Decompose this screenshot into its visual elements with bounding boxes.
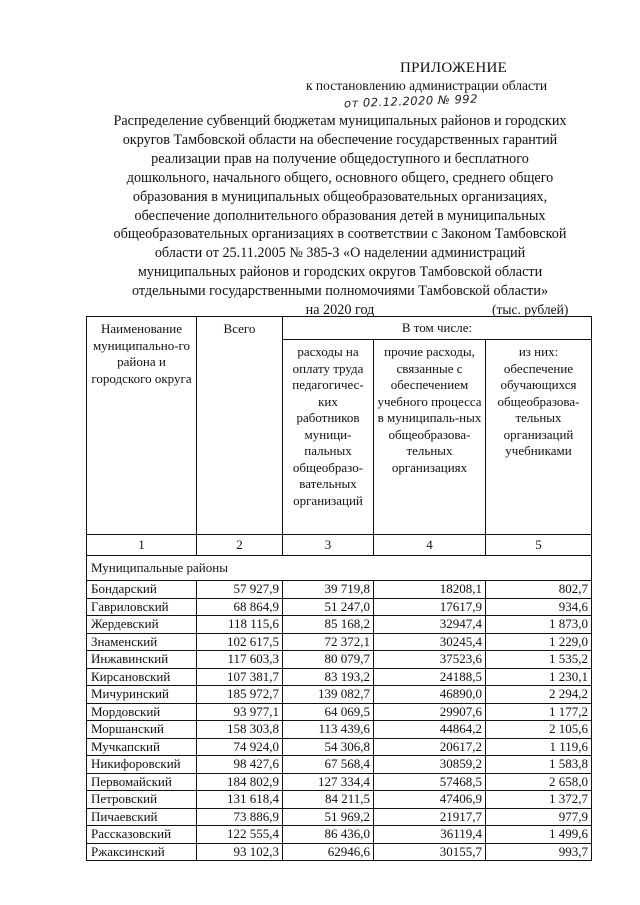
section-label: Муниципальные районы bbox=[87, 556, 592, 581]
district-name: Петровский bbox=[87, 791, 197, 809]
title-line: на 2020 год bbox=[305, 302, 375, 319]
table-row bbox=[87, 668, 592, 686]
salary-cell: 64 069,5 bbox=[283, 703, 374, 721]
table-row bbox=[87, 703, 592, 721]
textbooks-cell: 2 658,0 bbox=[486, 773, 592, 791]
textbooks-cell: 1 535,2 bbox=[486, 651, 592, 669]
other-expenses-cell: 32947,4 bbox=[374, 616, 486, 634]
salary-cell: 113 439,6 bbox=[283, 721, 374, 739]
table-row bbox=[87, 791, 592, 809]
header-total: Всего bbox=[197, 317, 283, 535]
district-name: Бондарский bbox=[87, 581, 197, 599]
textbooks-cell: 1 372,7 bbox=[486, 791, 592, 809]
salary-cell: 83 193,2 bbox=[283, 668, 374, 686]
subsidy-table bbox=[86, 316, 592, 861]
textbooks-cell: 1 119,6 bbox=[486, 738, 592, 756]
other-expenses-cell: 21917,7 bbox=[374, 808, 486, 826]
textbooks-cell: 977,9 bbox=[486, 808, 592, 826]
total-cell: 107 381,7 bbox=[197, 668, 283, 686]
other-expenses-cell: 37523,6 bbox=[374, 651, 486, 669]
other-expenses-cell: 44864,2 bbox=[374, 721, 486, 739]
other-expenses-cell: 18208,1 bbox=[374, 581, 486, 599]
column-number: 4 bbox=[374, 535, 486, 556]
salary-cell: 127 334,4 bbox=[283, 773, 374, 791]
table-row bbox=[87, 633, 592, 651]
title-line: реализации прав на получение общедоступного и бесплатного bbox=[151, 150, 529, 167]
column-number: 3 bbox=[283, 535, 374, 556]
textbooks-cell: 1 230,1 bbox=[486, 668, 592, 686]
total-cell: 117 603,3 bbox=[197, 651, 283, 669]
salary-cell: 51 247,0 bbox=[283, 598, 374, 616]
title-line: муниципальных районов и городских округов Тамбовской области bbox=[137, 264, 543, 281]
total-cell: 122 555,4 bbox=[197, 826, 283, 844]
district-name: Рассказовский bbox=[87, 826, 197, 844]
column-number: 1 bbox=[87, 535, 197, 556]
salary-cell: 85 168,2 bbox=[283, 616, 374, 634]
total-cell: 73 886,9 bbox=[197, 808, 283, 826]
total-cell: 57 927,9 bbox=[197, 581, 283, 599]
table-row bbox=[87, 843, 592, 861]
textbooks-cell: 1 873,0 bbox=[486, 616, 592, 634]
other-expenses-cell: 46890,0 bbox=[374, 686, 486, 704]
textbooks-cell: 1 229,0 bbox=[486, 633, 592, 651]
salary-cell: 62946,6 bbox=[283, 843, 374, 861]
header-salary: расходы на оплату труда педагогичес-ких работников муници-пальных общеобразо-вательных организаций bbox=[283, 340, 374, 535]
textbooks-cell: 934,6 bbox=[486, 598, 592, 616]
total-cell: 93 977,1 bbox=[197, 703, 283, 721]
district-name: Знаменский bbox=[87, 633, 197, 651]
header-including: В том числе: bbox=[283, 317, 592, 340]
total-cell: 184 802,9 bbox=[197, 773, 283, 791]
document-title bbox=[70, 112, 610, 320]
total-cell: 68 864,9 bbox=[197, 598, 283, 616]
total-cell: 118 115,6 bbox=[197, 616, 283, 634]
district-name: Мичуринский bbox=[87, 686, 197, 704]
salary-cell: 67 568,4 bbox=[283, 756, 374, 774]
other-expenses-cell: 30155,7 bbox=[374, 843, 486, 861]
district-name: Ржаксинский bbox=[87, 843, 197, 861]
header-textbooks: из них: обеспечение обучающихся общеобразова-тельных организаций учебниками bbox=[486, 340, 592, 535]
table-row bbox=[87, 651, 592, 669]
textbooks-cell: 2 105,6 bbox=[486, 721, 592, 739]
column-number: 5 bbox=[486, 535, 592, 556]
district-name: Мордовский bbox=[87, 703, 197, 721]
total-cell: 185 972,7 bbox=[197, 686, 283, 704]
textbooks-cell: 2 294,2 bbox=[486, 686, 592, 704]
title-line: округов Тамбовской области на обеспечение государственных гарантий bbox=[122, 131, 558, 148]
textbooks-cell: 1 583,8 bbox=[486, 756, 592, 774]
salary-cell: 72 372,1 bbox=[283, 633, 374, 651]
appendix-title: ПРИЛОЖЕНИЕ bbox=[400, 60, 508, 76]
title-line: дошкольного, начального общего, основного общего, среднего общего bbox=[126, 169, 554, 186]
total-cell: 158 303,8 bbox=[197, 721, 283, 739]
title-line: области от 25.11.2005 № 385-З «О наделении администраций bbox=[154, 245, 526, 262]
other-expenses-cell: 36119,4 bbox=[374, 826, 486, 844]
other-expenses-cell: 24188,5 bbox=[374, 668, 486, 686]
textbooks-cell: 1 499,6 bbox=[486, 826, 592, 844]
other-expenses-cell: 47406,9 bbox=[374, 791, 486, 809]
salary-cell: 80 079,7 bbox=[283, 651, 374, 669]
other-expenses-cell: 20617,2 bbox=[374, 738, 486, 756]
district-name: Инжавинский bbox=[87, 651, 197, 669]
title-line: обеспечение дополнительного образования детей в муниципальных bbox=[134, 207, 546, 224]
textbooks-cell: 1 177,2 bbox=[486, 703, 592, 721]
table-row bbox=[87, 808, 592, 826]
salary-cell: 86 436,0 bbox=[283, 826, 374, 844]
total-cell: 98 427,6 bbox=[197, 756, 283, 774]
header-name: Наименование муниципально-го района и городского округа bbox=[87, 317, 197, 535]
units-label: (тыс. рублей) bbox=[492, 302, 569, 317]
other-expenses-cell: 17617,9 bbox=[374, 598, 486, 616]
total-cell: 93 102,3 bbox=[197, 843, 283, 861]
district-name: Первомайский bbox=[87, 773, 197, 791]
table-row bbox=[87, 598, 592, 616]
table-row bbox=[87, 738, 592, 756]
title-line: отдельными государственными полномочиями Тамбовской области» bbox=[131, 283, 549, 300]
total-cell: 74 924,0 bbox=[197, 738, 283, 756]
table-row bbox=[87, 721, 592, 739]
salary-cell: 84 211,5 bbox=[283, 791, 374, 809]
district-name: Жердевский bbox=[87, 616, 197, 634]
handwritten-date-number: от 02.12.2020 № 992 bbox=[343, 91, 479, 111]
other-expenses-cell: 30859,2 bbox=[374, 756, 486, 774]
salary-cell: 54 306,8 bbox=[283, 738, 374, 756]
title-line: общеобразовательных организациях в соответствии с Законом Тамбовской bbox=[113, 226, 567, 243]
table-row bbox=[87, 616, 592, 634]
table-row bbox=[87, 826, 592, 844]
total-cell: 102 617,5 bbox=[197, 633, 283, 651]
header-other: прочие расходы, связанные с обеспечением учебного процесса в муниципаль-ных общеобразова-тельных организациях bbox=[374, 340, 486, 535]
district-name: Гавриловский bbox=[87, 598, 197, 616]
title-line: образования в муниципальных общеобразовательных организациях, bbox=[132, 188, 548, 205]
salary-cell: 51 969,2 bbox=[283, 808, 374, 826]
district-name: Никифоровский bbox=[87, 756, 197, 774]
district-name: Пичаевский bbox=[87, 808, 197, 826]
other-expenses-cell: 29907,6 bbox=[374, 703, 486, 721]
salary-cell: 139 082,7 bbox=[283, 686, 374, 704]
total-cell: 131 618,4 bbox=[197, 791, 283, 809]
district-name: Моршанский bbox=[87, 721, 197, 739]
other-expenses-cell: 57468,5 bbox=[374, 773, 486, 791]
appendix-subtitle: к постановлению администрации области bbox=[306, 78, 548, 93]
table-row bbox=[87, 773, 592, 791]
other-expenses-cell: 30245,4 bbox=[374, 633, 486, 651]
column-number: 2 bbox=[197, 535, 283, 556]
textbooks-cell: 993,7 bbox=[486, 843, 592, 861]
textbooks-cell: 802,7 bbox=[486, 581, 592, 599]
district-name: Мучкапский bbox=[87, 738, 197, 756]
table-row bbox=[87, 686, 592, 704]
table-row bbox=[87, 581, 592, 599]
salary-cell: 39 719,8 bbox=[283, 581, 374, 599]
district-name: Кирсановский bbox=[87, 668, 197, 686]
table-row bbox=[87, 756, 592, 774]
title-line: Распределение субвенций бюджетам муниципальных районов и городских bbox=[113, 113, 567, 129]
